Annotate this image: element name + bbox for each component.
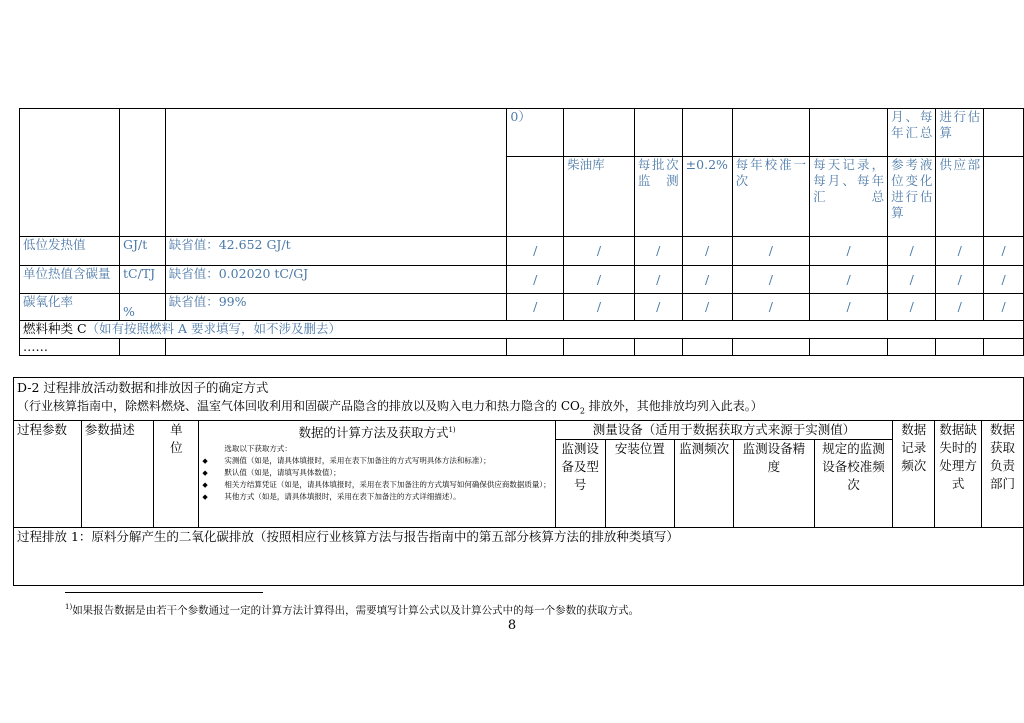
cell-empty [507,339,564,356]
monitor-frequency-cell: 每批次监测 [634,157,682,237]
cell-empty [682,109,732,157]
header-freq: 监测频次 [675,440,734,528]
slash-cell: / [634,237,682,266]
bullet-icon: ◆ [202,468,208,477]
method-item-text: 实测值（如是，请具体填报时，采用在表下加备注的方式写明具体方法和标准）； [224,455,491,465]
header-record: 数据记录频次 [893,421,935,528]
slash-cell: / [936,294,984,321]
slash-cell: / [936,266,984,294]
d2-title-cell [14,378,1024,421]
header-desc: 参数描述 [81,421,154,528]
slash-cell: / [936,237,984,266]
slash-cell: / [507,237,564,266]
param-method-cell: 缺省值：0.02020 tC/GJ [165,266,507,294]
cell-empty [165,109,507,237]
process-emission-row: 过程排放 1：原料分解产生的二氧化碳排放（按照相应行业核算方法与报告指南中的第五部分核算方法的排放种类填写） [14,528,1024,586]
slash-cell: / [682,237,732,266]
header-missing: 数据缺失时的处理方式 [935,421,982,528]
method-item [202,467,551,479]
method-list [202,443,551,503]
header-method-sup: 1) [448,426,456,435]
header-precision: 监测设备精度 [734,440,815,528]
slash-cell: / [682,294,732,321]
header-method-cell [199,421,555,528]
cell-empty [732,109,809,157]
slash-cell: / [732,266,809,294]
footnote [65,600,639,618]
param-name-cell: 低位发热值 [20,237,120,266]
fuel-type-c-hint: （如有按照燃料 A 要求填写，如不涉及删去） [86,321,342,336]
method-item [202,491,551,503]
cell-empty [984,339,1024,356]
param-name-cell: 碳氧化率 [20,294,120,321]
header-param: 过程参数 [14,421,82,528]
cell-empty [120,109,166,237]
slash-cell: / [564,294,635,321]
cell-empty [634,109,682,157]
header-method-text: 数据的计算方法及获取方式 [298,425,449,441]
fuel-type-c-row [20,321,1024,339]
record-frequency-cell: 每天记录，每月、每年汇总 [810,157,888,237]
header-equip-model: 监测设备及型号 [555,440,605,528]
page-number: 8 [507,618,517,633]
cell-empty [984,157,1024,237]
frag-record-cell: 月、每年汇总 [888,109,936,157]
header-method [202,421,551,442]
slash-cell: / [564,266,635,294]
slash-cell: / [984,294,1024,321]
param-name-cell: 单位热值含碳量 [20,266,120,294]
footnote-text: 如果报告数据是由若干个参数通过一定的计算方法计算得出，需要填写计算公式以及计算公式中的每一个参数的获取方式。 [72,604,640,617]
cell-empty [682,339,732,356]
footnote-sup: 1) [65,603,73,611]
footnote-divider [65,592,263,593]
slash-cell: / [634,266,682,294]
fuel-data-table [19,108,1024,356]
cell-empty [888,339,936,356]
header-unit: 单位 [154,421,199,528]
slash-cell: / [732,294,809,321]
bullet-icon: ◆ [202,456,208,465]
precision-cell: ±0.2% [682,157,732,237]
install-location-cell: 柴油库 [564,157,635,237]
slash-cell: / [888,266,936,294]
fuel-type-c-label: 燃料种类 C [23,321,87,336]
cell-empty [984,109,1024,157]
frag-cell: 0） [507,109,564,157]
method-lead: 选取以下获取方式： [224,443,292,453]
slash-cell: / [507,266,564,294]
header-dept: 数据获取负责部门 [982,421,1024,528]
header-calib: 规定的监测设备校准频次 [814,440,893,528]
param-method-cell: 缺省值：99% [165,294,507,321]
slash-cell: / [732,237,809,266]
header-install: 安装位置 [605,440,675,528]
method-item-text: 其他方式（如是，请具体填报时，采用在表下加备注的方式详细描述）。 [224,491,461,501]
cell-empty [810,109,888,157]
cell-empty [732,339,809,356]
d2-subtitle-sub: 2 [579,406,585,416]
method-item [202,455,551,467]
cell-empty [165,339,507,356]
slash-cell: / [888,294,936,321]
method-item-text: 相关方结算凭证（如是，请具体填报时，采用在表下加备注的方式填写如何确保供应商数据质量）； [224,479,551,489]
calibration-cell: 每年校准一次 [732,157,809,237]
frag-missing-cell: 进行估算 [936,109,984,157]
d2-subtitle-text-end: 排放外，其他排放均列入此表。） [584,399,763,413]
slash-cell: / [810,266,888,294]
bullet-icon: ◆ [202,480,208,489]
slash-cell: / [564,237,635,266]
param-unit-cell: % [120,294,166,321]
slash-cell: / [682,266,732,294]
slash-cell: / [888,237,936,266]
d2-subtitle-text: （行业核算指南中，除燃料燃烧、温室气体回收利用和固碳产品隐含的排放以及购入电力和热力隐含的 CO [17,399,580,413]
cell-empty [936,339,984,356]
bullet-icon: ◆ [202,492,208,501]
cell-empty [20,109,120,237]
method-item-text: 默认值（如是，请填写具体数值）； [224,467,341,477]
slash-cell: / [984,237,1024,266]
d2-title: D-2 过程排放活动数据和排放因子的确定方式 [17,380,269,395]
cell-empty [564,339,635,356]
param-unit-cell: GJ/t [120,237,166,266]
param-method-cell: 缺省值：42.652 GJ/t [165,237,507,266]
department-cell: 供应部 [936,157,984,237]
process-emission-table [13,377,1024,586]
slash-cell: / [507,294,564,321]
method-item [202,479,551,491]
cell-empty [564,109,635,157]
param-unit-cell: tC/TJ [120,266,166,294]
cell-empty [120,339,166,356]
header-equip-group: 测量设备（适用于数据获取方式来源于实测值） [555,421,893,440]
slash-cell: / [984,266,1024,294]
missing-handling-cell: 参考液位变化进行估算 [888,157,936,237]
d2-subtitle [17,397,1020,420]
cell-empty [810,339,888,356]
ellipsis-cell: …… [20,339,120,356]
slash-cell: / [634,294,682,321]
cell-empty [634,339,682,356]
slash-cell: / [810,237,888,266]
slash-cell: / [810,294,888,321]
cell-empty [507,157,564,237]
